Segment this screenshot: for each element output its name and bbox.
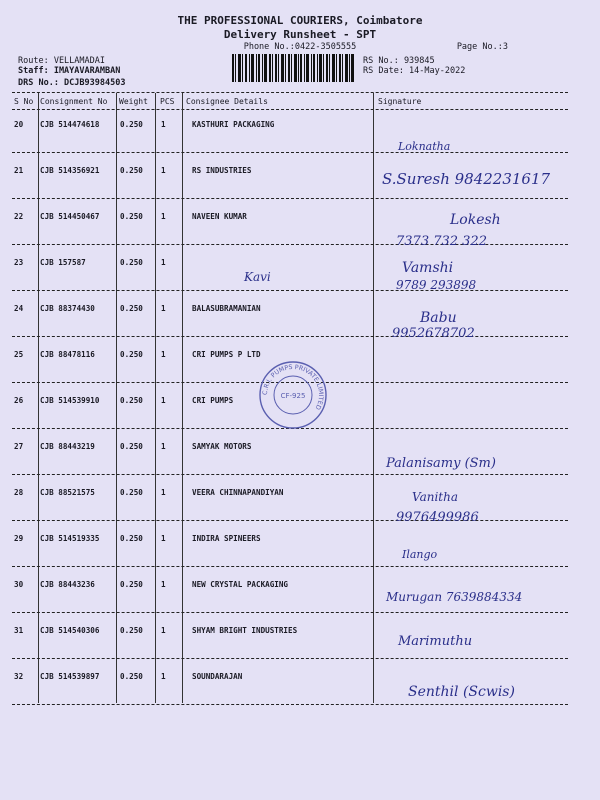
- cell-weight: 0.250: [120, 442, 143, 451]
- cell-sno: 29: [14, 534, 24, 543]
- cell-consignee: VEERA CHINNAPANDIYAN: [192, 488, 284, 497]
- row-rule: [12, 658, 568, 659]
- cell-pcs: 1: [161, 488, 166, 497]
- cell-sno: 22: [14, 212, 24, 221]
- cell-sno: 25: [14, 350, 24, 359]
- cell-weight: 0.250: [120, 120, 143, 129]
- cell-consignee: SOUNDARAJAN: [192, 672, 243, 681]
- cell-consignee: SAMYAK MOTORS: [192, 442, 252, 451]
- rs-number: RS No.: 939845: [363, 56, 435, 66]
- cell-consignment: CJB 514474618: [40, 120, 100, 129]
- cell-weight: 0.250: [120, 212, 143, 221]
- row-rule: [12, 612, 568, 613]
- signature-row-23-phone: 9789 293898: [396, 278, 477, 292]
- cell-consignment: CJB 88374430: [40, 304, 95, 313]
- cell-pcs: 1: [161, 442, 166, 451]
- company-stamp-icon: [258, 360, 328, 430]
- col-header-weight: Weight: [119, 97, 148, 106]
- row-rule: [12, 336, 568, 337]
- cell-sno: 32: [14, 672, 24, 681]
- table-row: [0, 436, 600, 482]
- cell-weight: 0.250: [120, 488, 143, 497]
- cell-consignee: INDIRA SPINEERS: [192, 534, 261, 543]
- signature-row-22-phone: 7373 732 322: [396, 234, 487, 249]
- drs-number: DRS No.: DCJB93984503: [18, 78, 126, 88]
- cell-sno: 21: [14, 166, 24, 175]
- cell-consignee: SHYAM BRIGHT INDUSTRIES: [192, 626, 298, 635]
- cell-consignment: CJB 88521575: [40, 488, 95, 497]
- cell-sno: 20: [14, 120, 24, 129]
- stamp-code: CF-925: [280, 392, 306, 400]
- table-row: [0, 252, 600, 298]
- cell-consignment: CJB 88478116: [40, 350, 95, 359]
- row-rule: [12, 290, 568, 291]
- cell-consignee: NAVEEN KUMAR: [192, 212, 247, 221]
- header-top-rule: [12, 92, 568, 93]
- signature-row-22: Lokesh: [450, 212, 501, 228]
- signature-row-23: Vamshi: [402, 260, 454, 276]
- col-header-sno: S No: [14, 97, 34, 106]
- cell-pcs: 1: [161, 350, 166, 359]
- signature-row-24: Babu: [420, 310, 457, 326]
- cell-consignment: CJB 514356921: [40, 166, 100, 175]
- cell-sno: 24: [14, 304, 24, 313]
- cell-consignment: CJB 514519335: [40, 534, 100, 543]
- table-row: [0, 114, 600, 160]
- signature-row-32: Senthil (Scwis): [408, 684, 515, 700]
- cell-sno: 30: [14, 580, 24, 589]
- signature-row-30: Murugan 7639884334: [386, 590, 523, 604]
- cell-weight: 0.250: [120, 258, 143, 267]
- cell-pcs: 1: [161, 534, 166, 543]
- signature-row-31: Marimuthu: [398, 634, 473, 649]
- header-bottom-rule: [12, 109, 568, 110]
- row-rule: [12, 566, 568, 567]
- signature-row-24-phone: 9952678702: [392, 326, 475, 341]
- signature-row-29: Ilango: [402, 548, 438, 561]
- phone-number: Phone No.:0422-3505555: [243, 42, 357, 52]
- cell-consignment: CJB 514539910: [40, 396, 100, 405]
- cell-weight: 0.250: [120, 534, 143, 543]
- cell-pcs: 1: [161, 304, 166, 313]
- cell-consignment: CJB 514539897: [40, 672, 100, 681]
- page-number: Page No.:3: [456, 42, 508, 52]
- row-rule: [12, 152, 568, 153]
- row-rule: [12, 198, 568, 199]
- company-title: THE PROFESSIONAL COURIERS, Coimbatore: [177, 14, 423, 27]
- cell-consignment: CJB 88443219: [40, 442, 95, 451]
- signature-row-23-receiver: Kavi: [244, 270, 271, 284]
- cell-sno: 31: [14, 626, 24, 635]
- signature-row-27: Palanisamy (Sm): [386, 456, 496, 471]
- row-rule: [12, 520, 568, 521]
- cell-pcs: 1: [161, 166, 166, 175]
- cell-consignee: KASTHURI PACKAGING: [192, 120, 275, 129]
- rs-date: RS Date: 14-May-2022: [363, 66, 466, 76]
- cell-pcs: 1: [161, 258, 166, 267]
- cell-sno: 26: [14, 396, 24, 405]
- row-rule: [12, 474, 568, 475]
- cell-weight: 0.250: [120, 580, 143, 589]
- cell-weight: 0.250: [120, 350, 143, 359]
- cell-pcs: 1: [161, 626, 166, 635]
- route-label: Route: VELLAMADAI: [18, 56, 105, 66]
- cell-sno: 28: [14, 488, 24, 497]
- cell-sno: 27: [14, 442, 24, 451]
- cell-consignee: NEW CRYSTAL PACKAGING: [192, 580, 289, 589]
- cell-pcs: 1: [161, 212, 166, 221]
- cell-consignment: CJB 514540306: [40, 626, 100, 635]
- cell-sno: 23: [14, 258, 24, 267]
- signature-row-20: Loknatha: [398, 140, 451, 153]
- col-header-consignment: Consignment No: [40, 97, 108, 106]
- cell-weight: 0.250: [120, 304, 143, 313]
- barcode-icon: [232, 54, 354, 82]
- table-row: [0, 206, 600, 252]
- cell-consignee: RS INDUSTRIES: [192, 166, 252, 175]
- cell-pcs: 1: [161, 580, 166, 589]
- col-header-consignee: Consignee Details: [186, 97, 268, 106]
- signature-row-28-phone: 9976499986: [396, 510, 479, 525]
- cell-pcs: 1: [161, 672, 166, 681]
- document-subtitle: Delivery Runsheet - SPT: [223, 28, 377, 41]
- table-row: [0, 528, 600, 574]
- cell-weight: 0.250: [120, 672, 143, 681]
- cell-weight: 0.250: [120, 396, 143, 405]
- cell-pcs: 1: [161, 396, 166, 405]
- cell-consignee: CRI PUMPS: [192, 396, 234, 405]
- cell-weight: 0.250: [120, 166, 143, 175]
- cell-consignment: CJB 88443236: [40, 580, 95, 589]
- staff-label: Staff: IMAYAVARAMBAN: [18, 66, 121, 76]
- stamp-text: C.R.I. PUMPS PRIVATE LIMITED: [261, 363, 325, 411]
- col-header-signature: Signature: [378, 97, 422, 106]
- cell-pcs: 1: [161, 120, 166, 129]
- table-row: [0, 620, 600, 666]
- cell-consignee: CRI PUMPS P LTD: [192, 350, 261, 359]
- signature-row-28: Vanitha: [412, 490, 458, 504]
- table-row: [0, 298, 600, 344]
- table-row: [0, 482, 600, 528]
- cell-weight: 0.250: [120, 626, 143, 635]
- cell-consignee: BALASUBRAMANIAN: [192, 304, 261, 313]
- cell-consignment: CJB 157587: [40, 258, 86, 267]
- cell-consignment: CJB 514450467: [40, 212, 100, 221]
- signature-row-21: S.Suresh 9842231617: [382, 170, 551, 188]
- col-header-pcs: PCS: [160, 97, 175, 106]
- row-rule: [12, 704, 568, 705]
